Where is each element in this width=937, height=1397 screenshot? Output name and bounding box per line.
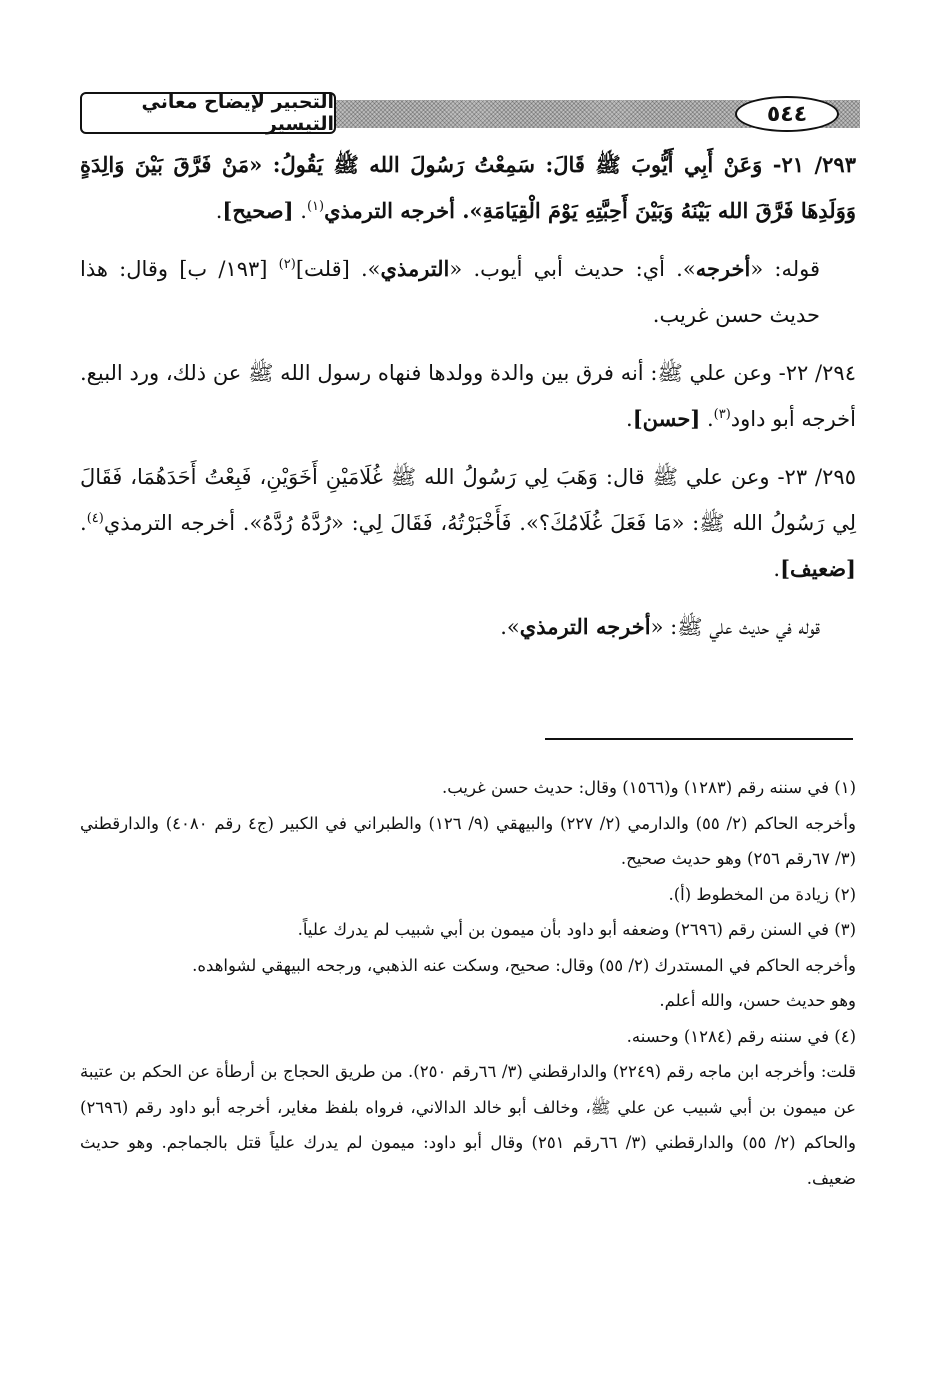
commentary-2 — [80, 604, 856, 650]
hadith-294 — [80, 350, 856, 442]
hadith-294-text: ٢٩٤/ ٢٢- وعن علي ﷺ: أنه فرق بين والدة وولدها فنهاه رسول الله ﷺ عن ذلك، ورد البيع. أخرجه أبو داود — [80, 361, 856, 431]
footnote-line: (١) في سننه رقم (١٢٨٣) و(١٥٦٦) وقال: حديث حسن غريب. — [441, 778, 856, 797]
footnote-line: وأخرجه الحاكم في المستدرك (٢/ ٥٥) وقال: صحيح، وسكت عنه الذهبي، ورجحه البيهقي لشواهده. — [192, 955, 856, 975]
footnote-line: (٣) في السنن رقم (٢٦٩٦) وضعفه أبو داود بأن ميمون بن أبي شبيب لم يدرك علياً. — [297, 920, 856, 939]
commentary-2-b: أخرجه الترمذي — [519, 614, 651, 639]
hadith-295 — [80, 454, 856, 592]
footnote-line: وأخرجه الحاكم (٢/ ٥٥) والدارمي (٢/ ٢٢٧) والبيهقي (٩/ ١٢٦) والطبراني في الكبير (ج٤ رقم ٤٠٨٠) والدارقطني (٣/ ٦٧رقم ٢٥٦) وهو حديث صحيح. — [80, 813, 856, 868]
commentary-1-c: ». أي: حديث أبي أيوب. « — [449, 257, 696, 281]
footnote-line: (٤) في سننه رقم (١٢٨٤) وحسنه. — [626, 1026, 856, 1046]
footnote-ref-4: (٤) — [86, 511, 104, 526]
footnote-line: (٢) زيادة من المخطوط (أ). — [668, 884, 856, 904]
hadith-293-text: ٢٩٣/ ٢١- وَعَنْ أَبِي أَيُّوبَ ﷺ قَالَ: سَمِعْتُ رَسُولَ الله ﷺ يَقُولُ: «مَنْ فَرَّقَ بَيْنَ وَالِدَةٍ وَوَلَدِهَا فَرَّقَ الله بَيْنَهُ وَبَيْنَ أَحِبَّتِهِ يَوْمَ الْقِيَامَةِ». أخرجه الترمذي — [80, 152, 856, 223]
commentary-1-a: قوله: « — [750, 257, 820, 281]
footnote-ref-3: (٣) — [713, 407, 731, 422]
running-title: التحبير لإيضاح معاني التيسير — [80, 92, 336, 134]
commentary-1-d: الترمذي — [380, 256, 450, 281]
hadith-294-sep: . — [700, 407, 714, 431]
hadith-295-text: ٢٩٥/ ٢٣- وعن علي ﷺ قال: وَهَبَ لِي رَسُولُ الله ﷺ غُلَامَيْنِ أَخَوَيْنِ، فَبِعْتُ أَحَدَهُمَا، فَقَالَ لِي رَسُولُ الله ﷺ: «مَا فَعَلَ غُلَامُكَ؟». فَأَخْبَرْتُهُ، فَقَالَ لِي: «رُدَّهُ رُدَّهُ». أخرجه الترمذي — [80, 465, 856, 535]
commentary-2-c: ». — [500, 615, 520, 639]
commentary-1 — [80, 246, 856, 338]
footnotes — [80, 770, 856, 1196]
hadith-293-end: . — [215, 199, 223, 223]
page-number: ٥٤٤ — [735, 96, 839, 132]
hadith-293 — [80, 142, 856, 234]
footnote-line: قلت: وأخرجه ابن ماجه رقم (٢٢٤٩) والدارقطني (٣/ ٦٦رقم ٢٥٠). من طريق الحجاج بن أرطأة عن الحكم بن عتيبة عن ميمون بن أبي شبيب عن علي ﷺ، وخالف أبو خالد الدالاني، فرواه بلفظ مغاير، أخرجه أبو داود رقم (٢٦٩٦) والحاكم (٢/ ٥٥) والدارقطني (٣/ ٦٦رقم ٢٥١) وقال أبو داود: ميمون لم يدرك علياً قتل بالجماجم. وهو حديث ضعيف. — [80, 1062, 857, 1188]
commentary-1-f: [١٩٣/ ب] وقال: هذا حديث حسن غريب. — [80, 257, 820, 327]
footnote-line: وهو حديث حسن، والله أعلم. — [659, 991, 856, 1010]
footnote-ref-2: (٢) — [278, 257, 296, 272]
hadith-293-grade: [صحيح] — [222, 198, 294, 223]
hadith-294-end: . — [626, 407, 633, 431]
hadith-294-grade: [حسن] — [632, 406, 701, 431]
footnote-ref-1: (١) — [306, 199, 325, 214]
footnote-separator — [545, 738, 853, 740]
hadith-293-sep: . — [293, 199, 307, 223]
main-text — [80, 142, 856, 662]
commentary-2-a: قوله في حديث علي ﷺ: « — [650, 615, 820, 639]
commentary-1-b: أخرجه — [695, 256, 751, 281]
hadith-295-end: . — [773, 557, 781, 581]
hadith-295-grade: [ضعيف] — [780, 556, 856, 581]
commentary-1-e: ». [قلت] — [295, 257, 381, 281]
hadith-295-sep: . — [80, 511, 87, 535]
